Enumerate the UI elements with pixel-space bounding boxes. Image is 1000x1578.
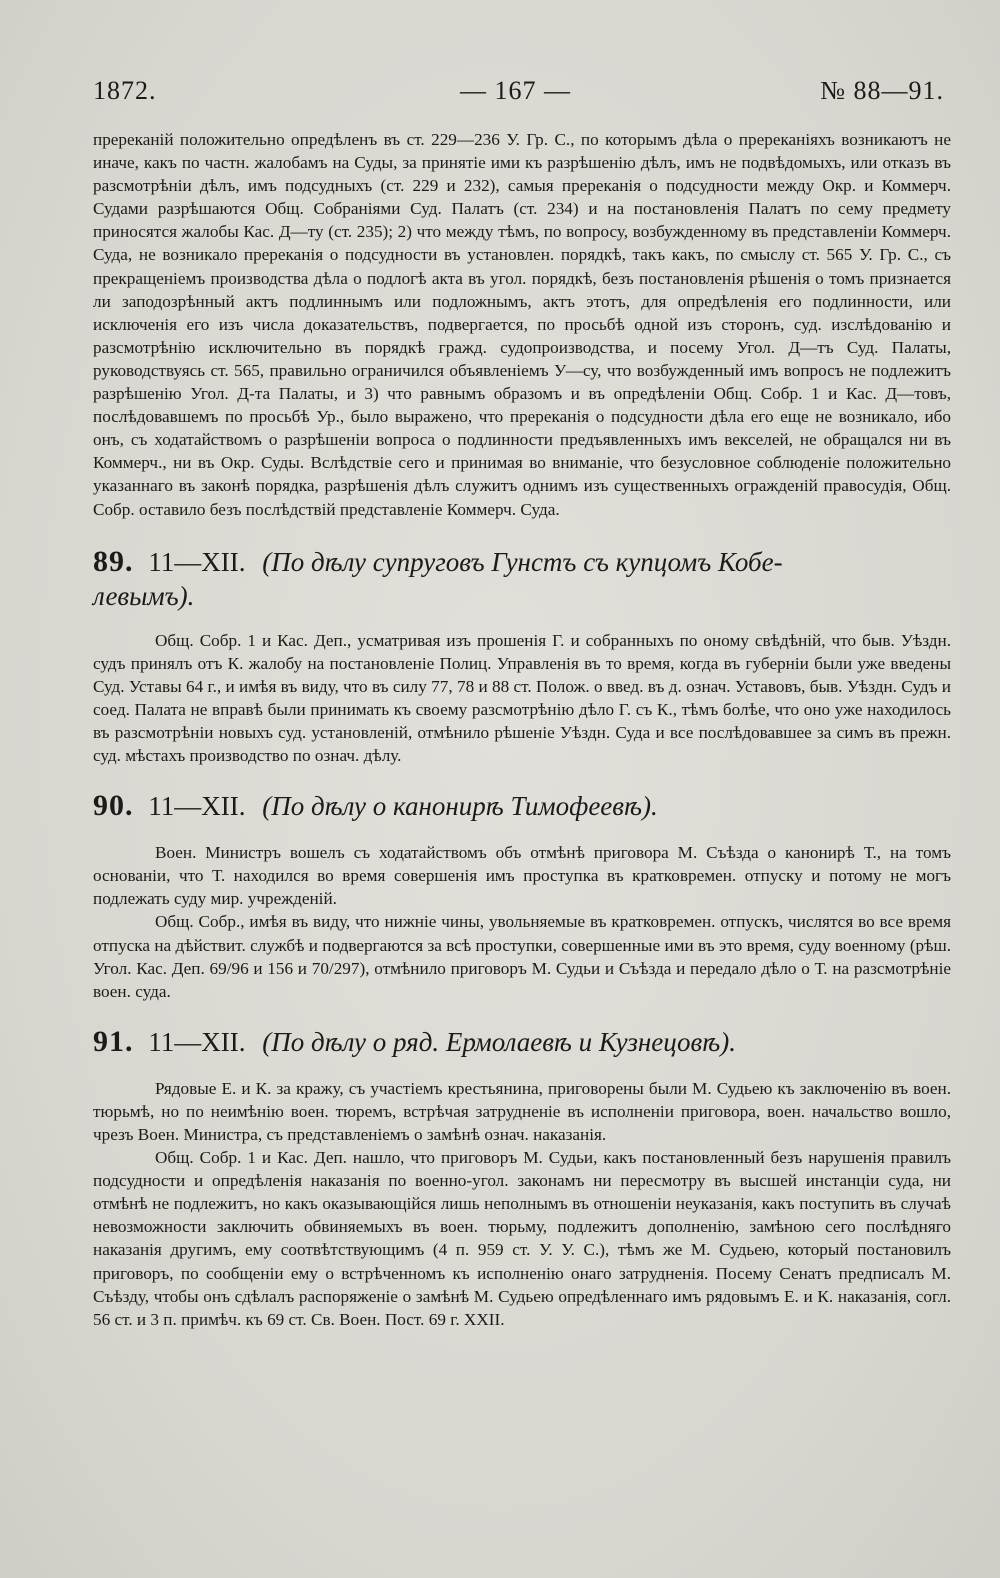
section-paragraph: Рядовые Е. и К. за кражу, съ участіемъ крестьянина, приговорены были М. Судьею къ заключенію въ воен. тюрьмѣ, но по неимѣнію воен. тюремъ, встрѣчая затрудненіе въ исполненіи приговора, воен. начальство вошло, чрезъ Воен. Министра, съ представленіемъ о замѣнѣ означ. наказанія. — [93, 1078, 951, 1144]
section-paragraph: Общ. Собр., имѣя въ виду, что нижніе чины, увольняемые въ кратковремен. отпускъ, числятся во все время отпуска на дѣйствит. службѣ и подвергаются за всѣ проступки, совершенные ими въ это время, суду военному (рѣш. Угол. Кас. Деп. 69/96 и 156 и 70/297), отмѣнило приговоръ М. Судьи и Съѣзда и передало дѣло о Т. на разсмотрѣніе воен. суда. — [93, 912, 951, 1001]
section-paragraph: Общ. Собр. 1 и Кас. Деп. нашло, что приговоръ М. Судьи, какъ постановленный безъ нарушенія правилъ подсудности и опредѣленія наказанія по военно-угол. законамъ ни пересмотру въ высшей инстанціи суда, ни отмѣнѣ не подлежитъ, но какъ оказывающійся лишь неполнымъ въ отношеніи неуказанія, какъ поступить въ случаѣ невозможности заключить обвиняемыхъ въ воен. тюрьму, подлежитъ дополненію, замѣною сего послѣдняго наказанія другимъ, ему соотвѣтствующимъ (4 п. 959 ст. У. У. С.), тѣмъ же М. Судьею, который постановилъ приговоръ, по сообщеніи ему о встрѣченномъ къ исполненію онаго затрудненія. Посему Сенатъ предписалъ М. Съѣзду, чтобы онъ сдѣлалъ распоряженіе о замѣнѣ М. Судьею опредѣленнаго имъ рядовымъ Е. и К. наказанія, согл. 56 ст. и 3 п. примѣч. къ 69 ст. Св. Воен. Пост. 69 г. XXII. — [93, 1148, 951, 1329]
section-title: (По дѣлу о канонирѣ Тимофеевѣ). — [262, 791, 658, 822]
section-91 — [93, 1025, 951, 1331]
page-header — [93, 76, 944, 116]
section-heading — [93, 545, 951, 579]
section-date: 11—XII. — [148, 791, 246, 822]
section-number: 90. — [93, 789, 134, 823]
section-89 — [93, 545, 951, 768]
page-number: — 167 — — [460, 76, 571, 105]
section-heading — [93, 789, 951, 823]
section-90 — [93, 789, 951, 1003]
section-title-continued: левымъ). — [93, 580, 195, 611]
section-number: 89. — [93, 544, 134, 578]
section-number: 91. — [93, 1024, 134, 1058]
section-date: 11—XII. — [148, 546, 246, 577]
section-title: (По дѣлу о ряд. Ермолаевѣ и Кузнецовѣ). — [262, 1026, 737, 1057]
page-content — [93, 128, 951, 1331]
section-paragraph: Общ. Собр. 1 и Кас. Деп., усматривая изъ прошенія Г. и собранныхъ по оному свѣдѣній, что быв. Уѣздн. судъ принялъ отъ К. жалобу на постановленіе Полиц. Управленія въ то время, когда въ губерніи были уже введены Суд. Уставы 64 г., и имѣя въ виду, что въ силу 77, 78 и 88 ст. Полож. о введ. въ д. означ. Уставовъ, быв. Уѣздн. Судъ и соед. Палата не вправѣ были принимать къ своему разсмотрѣнію дѣло Г. съ К., тѣмъ болѣе, что оно уже находилось въ разсмотрѣніи новыхъ суд. установленій, отмѣнило рѣшеніе Уѣздн. Суда и все послѣдовавшее за симъ въ прежн. суд. мѣстахъ производство по означ. дѣлу. — [93, 630, 951, 766]
section-paragraph: Воен. Министръ вошелъ съ ходатайствомъ объ отмѣнѣ приговора М. Съѣзда о канонирѣ Т., на томъ основаніи, что Т. находился во время совершенія имъ проступка въ кратковремен. отпуску и потому не могъ подлежать суду мир. учрежденій. — [93, 843, 951, 909]
section-date: 11—XII. — [148, 1026, 246, 1057]
header-year: 1872. — [93, 76, 157, 105]
section-title: (По дѣлу супруговъ Гунстъ съ купцомъ Кобе- — [262, 546, 783, 577]
section-heading — [93, 1025, 951, 1059]
intro-paragraph: пререканій положительно опредѣленъ въ ст. 229—236 У. Гр. С., по которымъ дѣла о пререканіяхъ возникаютъ не иначе, какъ по частн. жалобамъ на Суды, за принятіе ими къ разрѣшенію дѣлъ, имъ не подвѣдомыхъ, или отказъ въ разсмотрѣніи дѣлъ, имъ подсудныхъ (ст. 229 и 232), самыя пререканія о подсудности между Окр. и Коммерч. Судами разрѣшаются Общ. Собраніями Суд. Палатъ (ст. 234) и на постановленія Палатъ по сему предмету приносятся жалобы Кас. Д—ту (ст. 235); 2) что между тѣмъ, по вопросу, возбужденному въ представленіи Коммерч. Суда, не возникало пререканія о подсудности въ установлен. порядкѣ, такъ какъ, по смыслу ст. 565 У. Гр. С., съ прекращеніемъ производства дѣла о подлогѣ акта въ угол. порядкѣ, безъ постановленія рѣшенія о томъ признается ли заподозрѣнный актъ подлиннымъ или подложнымъ, актъ этотъ, для опредѣленія его подлинности, или исключенія его изъ числа доказательствъ, подвергается, по просьбѣ одной изъ сторонъ, суд. изслѣдованію и разсмотрѣнію исключительно въ порядкѣ гражд. судопроизводства, и посему Угол. Д—тъ Суд. Палаты, руководствуясь ст. 565, правильно ограничился объявленіемъ У—су, что возбужденный имъ вопросъ не подлежитъ разрѣшенію Угол. Д-та Палаты, и 3) что равнымъ образомъ и въ опредѣленіи Общ. Собр. 1 и Кас. Д—товъ, послѣдовавшемъ по просьбѣ Ур., было выражено, что пререканія о подсудности дѣла его еще не возникало, ибо онъ, съ ходатайствомъ о разрѣшеніи вопроса о подлинности предъявленныхъ имъ векселей, не обращался ни въ Коммерч., ни въ Окр. Суды. Вслѣдствіе сего и принимая во вниманіе, что безусловное соблюденіе положительно указаннаго въ законѣ порядка, разрѣшенія дѣлъ служитъ однимъ изъ существенныхъ огражденій правосудія, Общ. Собр. оставило безъ послѣдствій представленіе Коммерч. Суда. — [93, 130, 951, 519]
case-numbers: № 88—91. — [820, 76, 944, 105]
